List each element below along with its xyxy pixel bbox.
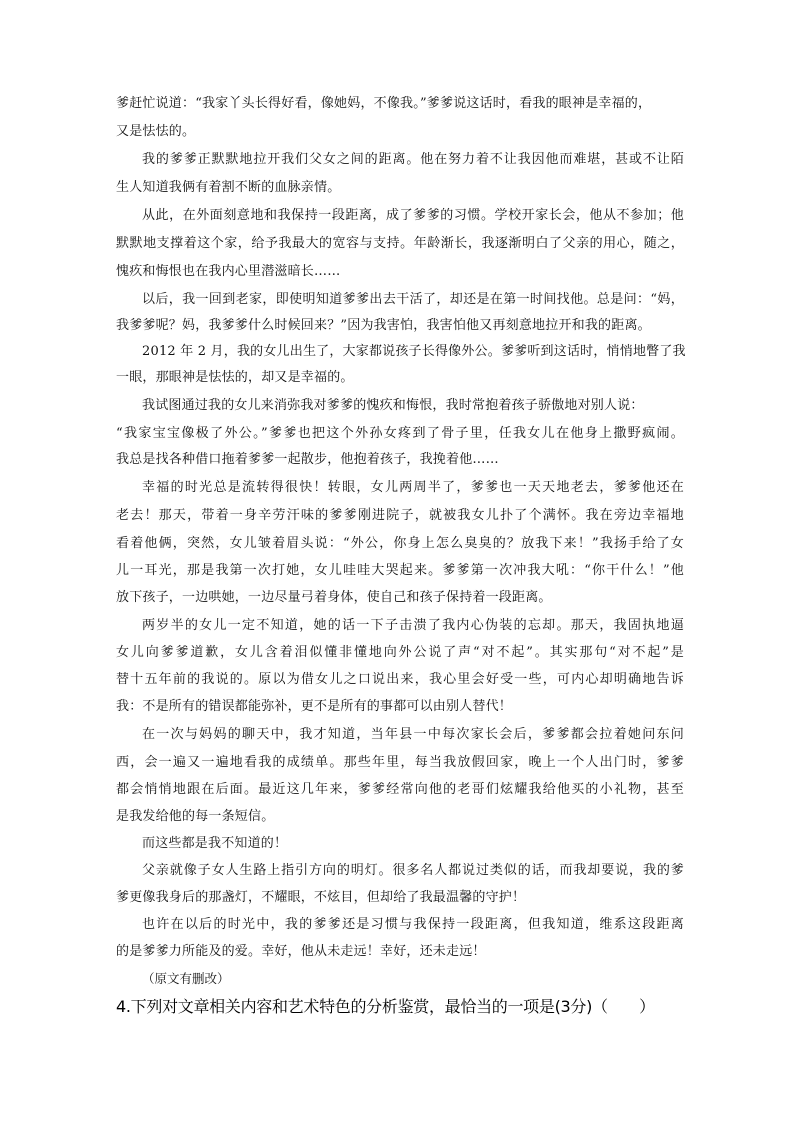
passage-line: 我试图通过我的女儿来消弥我对爹爹的愧疚和悔恨，我时常抱着孩子骄傲地对别人说：	[142, 398, 644, 413]
passage-line: 西，会一遍又一遍地看我的成绩单。那些年里，每当我放假回家，晚上一个人出门时，爹爹	[116, 755, 684, 770]
passage-line: 的是爹爹力所能及的爱。幸好，他从未走远！幸好，还未走远！	[116, 944, 486, 959]
passage-line: 爹赶忙说道：“我家丫头长得好看，像她妈，不像我。”爹爹说这话时，看我的眼神是幸福的，	[116, 96, 652, 111]
passage-line: 而这些都是我不知道的！	[142, 836, 288, 851]
passage-line: 放下孩子，一边哄她，一边尽量弓着身体，使自己和孩子保持着一段距离。	[116, 590, 552, 605]
passage-line: 都会悄悄地跟在后面。最近这几年来，爹爹经常向他的老哥们炫耀我给他买的小礼物，甚至	[116, 782, 684, 797]
passage-line: 以后，我一回到老家，即使明知道爹爹出去干活了，却还是在第一时间找他。总是问：“妈，	[142, 292, 684, 307]
source-note: （原文有删改）	[142, 971, 230, 986]
question-4-stem: 4.下列对文章相关内容和艺术特色的分析鉴赏，最恰当的一项是(3分)（ ）	[116, 997, 655, 1016]
passage-line: 父亲就像子女人生路上指引方向的明灯。很多名人都说过类似的话，而我却要说，我的爹	[142, 863, 684, 878]
passage-line: 我爹爹呢？妈，我爹爹什么时候回来？”因为我害怕，我害怕他又再刻意地拉开和我的距离。	[116, 318, 651, 333]
passage-line: 2012 年 2 月，我的女儿出生了，大家都说孩子长得像外公。爹爹听到这话时，悄悄地瞥了我	[142, 344, 686, 359]
passage-line: 在一次与妈妈的聊天中，我才知道，当年县一中每次家长会后，爹爹都会拉着她问东问	[142, 727, 684, 742]
passage-line: 又是怯怯的。	[116, 124, 196, 139]
passage-line: 我总是找各种借口拖着爹爹一起散步，他抱着孩子，我挽着他……	[116, 452, 499, 467]
passage-line: 两岁半的女儿一定不知道，她的话一下子击溃了我内心伪装的忘却。那天，我固执地逼	[142, 618, 684, 633]
passage-line: 老去！那天，带着一身辛劳汗味的爹爹刚进院子，就被我女儿扑了个满怀。我在旁边幸福地	[116, 508, 684, 523]
passage-line: 幸福的时光总是流转得很快！转眼，女儿两周半了，爹爹也一天天地老去，爹爹他还在	[142, 480, 684, 495]
passage-line: 愧疚和悔恨也在我内心里潜滋暗长……	[116, 264, 341, 279]
passage-line: 我：不是所有的错误都能弥补，更不是所有的事都可以由别人替代！	[116, 699, 513, 714]
passage-line: 我的爹爹正默默地拉开我们父女之间的距离。他在努力着不让我因他而难堪，甚或不让陌	[142, 152, 684, 167]
passage-line: 一眼，那眼神是怯怯的，却又是幸福的。	[116, 370, 354, 385]
passage-line: 生人知道我俩有着割不断的血脉亲情。	[116, 180, 341, 195]
passage-line: 爹更像我身后的那盏灯，不耀眼，不炫目，但却给了我最温馨的守护！	[116, 890, 526, 905]
passage-line: 替十五年前的我说的。原以为借女儿之口说出来，我心里会好受一些，可内心却明确地告诉	[116, 672, 684, 687]
passage-line: 也许在以后的时光中，我的爹爹还是习惯与我保持一段距离，但我知道，维系这段距离	[142, 917, 684, 932]
passage-line: 是我发给他的每一条短信。	[116, 809, 275, 824]
passage-line: 看着他俩，突然，女儿皱着眉头说：“外公，你身上怎么臭臭的？放我下来！”我扬手给了女	[116, 536, 684, 551]
passage-line: 儿一耳光，那是我第一次打她，女儿哇哇大哭起来。爹爹第一次冲我大吼：“你干什么！”他	[116, 563, 684, 578]
passage-line: “我家宝宝像极了外公。”爹爹也把这个外孙女疼到了骨子里，任我女儿在他身上撒野疯闹。	[116, 426, 684, 441]
passage-line: 女儿向爹爹道歉，女儿含着泪似懂非懂地向外公说了声“对不起”。其实那句“对不起”是	[116, 645, 684, 660]
passage-line: 从此，在外面刻意地和我保持一段距离，成了爹爹的习惯。学校开家长会，他从不参加；他	[142, 208, 684, 223]
passage-line: 默默地支撑着这个家，给予我最大的宽容与支持。年龄渐长，我逐渐明白了父亲的用心，随之，	[116, 236, 684, 251]
